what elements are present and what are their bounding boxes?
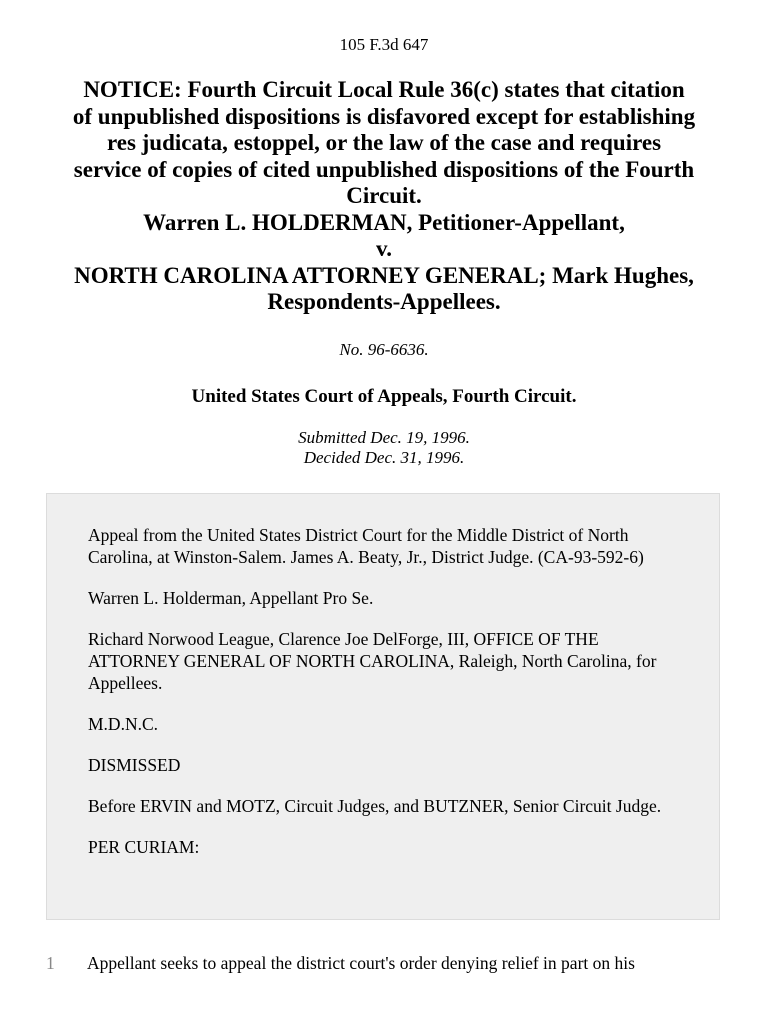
paragraph-text: Appellant seeks to appeal the district court's order denying relief in part on his: [87, 953, 635, 973]
per-curiam: PER CURIAM:: [88, 837, 200, 857]
appellees-role: Respondents-Appellees.: [267, 289, 501, 314]
notice-line: Circuit.: [346, 183, 422, 208]
submitted-date: Submitted Dec. 19, 1996.: [298, 427, 470, 447]
court-name: United States Court of Appeals, Fourth Circuit.: [191, 385, 577, 407]
case-info-box: [46, 493, 720, 920]
notice-line: NOTICE: Fourth Circuit Local Rule 36(c) states that citation: [83, 77, 685, 102]
appellee-counsel: Richard Norwood League, Clarence Joe DelForge, III, OFFICE OF THE ATTORNEY GENERAL OF NORTH CAROLINA, Raleigh, North Carolina, for Appellees.: [88, 629, 657, 693]
case-caption: [40, 77, 728, 316]
panel: Before ERVIN and MOTZ, Circuit Judges, and BUTZNER, Senior Circuit Judge.: [88, 796, 662, 816]
appellant-party: Warren L. HOLDERMAN, Petitioner-Appellant,: [143, 209, 625, 235]
appellant-counsel: Warren L. Holderman, Appellant Pro Se.: [88, 588, 374, 608]
disposition: DISMISSED: [88, 755, 181, 775]
versus: v.: [376, 236, 392, 261]
notice-line: service of copies of cited unpublished dispositions of the Fourth: [73, 156, 695, 182]
docket-number: No. 96-6636.: [339, 339, 429, 359]
lower-court: M.D.N.C.: [88, 714, 159, 734]
case-dates: [0, 428, 768, 468]
notice-line: res judicata, estoppel, or the law of the case and requires: [106, 130, 662, 155]
notice-line: of unpublished dispositions is disfavored except for establishing: [72, 103, 696, 129]
case-citation: 105 F.3d 647: [339, 35, 429, 54]
appellees-party: NORTH CAROLINA ATTORNEY GENERAL; Mark Hughes,: [74, 262, 694, 288]
decided-date: Decided Dec. 31, 1996.: [303, 447, 465, 467]
paragraph-number: 1: [46, 953, 55, 973]
appeal-from: Appeal from the United States District Court for the Middle District of North Carolina, at Winston-Salem. James A. Beaty, Jr., District Judge. (CA-93-592-6): [88, 525, 644, 567]
